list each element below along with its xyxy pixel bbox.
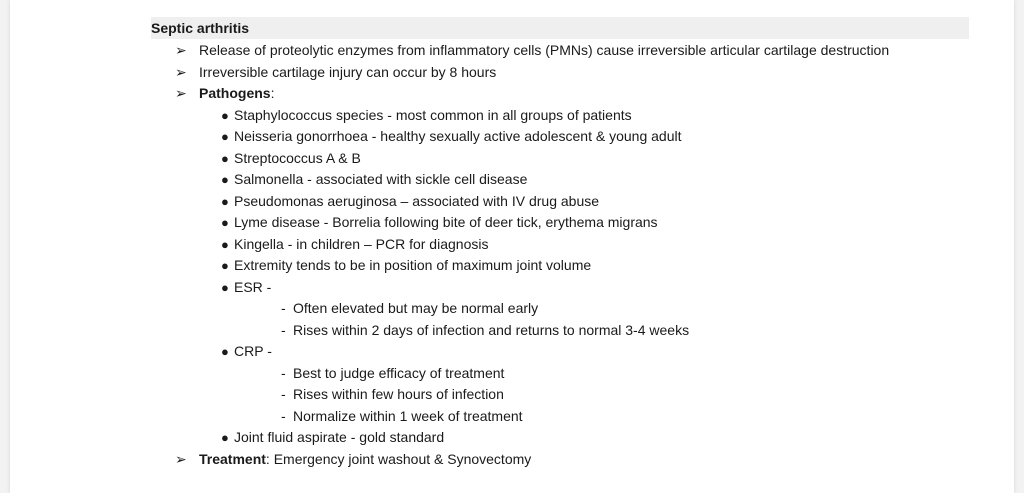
dash-marker: - bbox=[281, 300, 286, 316]
esr-item bbox=[151, 277, 969, 299]
pathogen-text: Pseudomonas aeruginosa – associated with IV drug abuse bbox=[234, 192, 600, 209]
pathogen-text: Salmonella - associated with sickle cell disease bbox=[234, 171, 528, 187]
pathogen-text: Extremity tends to be in position of maximum joint volume bbox=[234, 257, 592, 273]
bullet-icon: ● bbox=[221, 215, 229, 230]
point-text: Irreversible cartilage injury can occur by 8 hours bbox=[199, 63, 497, 80]
esr-label: ESR - bbox=[234, 278, 272, 295]
bullet-icon: ● bbox=[221, 107, 229, 123]
pathogens-label: Pathogens bbox=[199, 85, 271, 101]
point-text: Release of proteolytic enzymes from inflammatory cells (PMNs) cause irreversible articular cartilage destruction bbox=[199, 42, 890, 58]
dash-marker: - bbox=[281, 407, 286, 424]
bullet-icon: ● bbox=[221, 236, 229, 252]
notes-body bbox=[151, 17, 969, 470]
bullet-icon: ● bbox=[221, 344, 229, 359]
pathogen-item bbox=[151, 212, 969, 234]
dash-marker: - bbox=[281, 364, 286, 381]
bullet-icon: ● bbox=[221, 430, 229, 445]
crp-sub-item bbox=[151, 384, 969, 406]
treatment-point bbox=[151, 449, 969, 471]
pathogen-text: Neisseria gonorrhoea - healthy sexually active adolescent & young adult bbox=[234, 128, 682, 144]
bullet-icon: ● bbox=[221, 172, 229, 187]
dash-marker: - bbox=[281, 321, 286, 338]
pathogen-item bbox=[151, 126, 969, 148]
point-enzymes bbox=[151, 40, 969, 62]
bullet-icon: ● bbox=[221, 150, 229, 166]
bullet-icon: ● bbox=[221, 193, 229, 209]
joint-fluid-item bbox=[151, 427, 969, 449]
crp-sub-text: Rises within few hours of infection bbox=[293, 386, 504, 402]
pathogen-item bbox=[151, 191, 969, 213]
arrow-bullet-icon: ➢ bbox=[175, 63, 187, 80]
document-page bbox=[10, 0, 1014, 493]
pathogen-item bbox=[151, 255, 969, 277]
pathogen-text: Streptococcus A & B bbox=[234, 149, 361, 166]
esr-sub-item bbox=[151, 320, 969, 342]
crp-sub-item bbox=[151, 363, 969, 385]
arrow-bullet-icon: ➢ bbox=[175, 450, 187, 467]
pathogen-text: Lyme disease - Borrelia following bite of deer tick, erythema migrans bbox=[234, 214, 658, 230]
crp-item bbox=[151, 341, 969, 363]
esr-sub-item bbox=[151, 298, 969, 320]
crp-sub-text: Best to judge efficacy of treatment bbox=[293, 364, 505, 381]
esr-sub-text: Often elevated but may be normal early bbox=[293, 300, 539, 316]
pathogens-suffix: : bbox=[270, 85, 275, 101]
arrow-bullet-icon: ➢ bbox=[175, 42, 187, 58]
arrow-bullet-icon: ➢ bbox=[175, 85, 187, 101]
section-heading: Septic arthritis bbox=[151, 17, 969, 39]
bullet-icon: ● bbox=[221, 129, 229, 144]
pathogen-item bbox=[151, 105, 969, 127]
pathogen-item bbox=[151, 169, 969, 191]
crp-sub-text: Normalize within 1 week of treatment bbox=[293, 407, 523, 424]
pathogen-item bbox=[151, 234, 969, 256]
joint-fluid-text: Joint fluid aspirate - gold standard bbox=[234, 429, 445, 445]
bullet-icon: ● bbox=[221, 279, 229, 295]
bullet-icon: ● bbox=[221, 258, 229, 273]
pathogens-heading bbox=[151, 83, 969, 105]
pathogen-item bbox=[151, 148, 969, 170]
esr-sub-text: Rises within 2 days of infection and returns to normal 3-4 weeks bbox=[293, 321, 690, 338]
treatment-label: Treatment bbox=[199, 450, 266, 467]
point-cartilage-injury bbox=[151, 62, 969, 84]
dash-marker: - bbox=[281, 386, 286, 402]
pathogen-text: Staphylococcus species - most common in all groups of patients bbox=[234, 106, 632, 123]
crp-label: CRP - bbox=[234, 343, 272, 359]
pathogen-text: Kingella - in children – PCR for diagnosis bbox=[234, 235, 489, 252]
crp-sub-item bbox=[151, 406, 969, 428]
treatment-text: : Emergency joint washout & Synovectomy bbox=[265, 450, 532, 467]
